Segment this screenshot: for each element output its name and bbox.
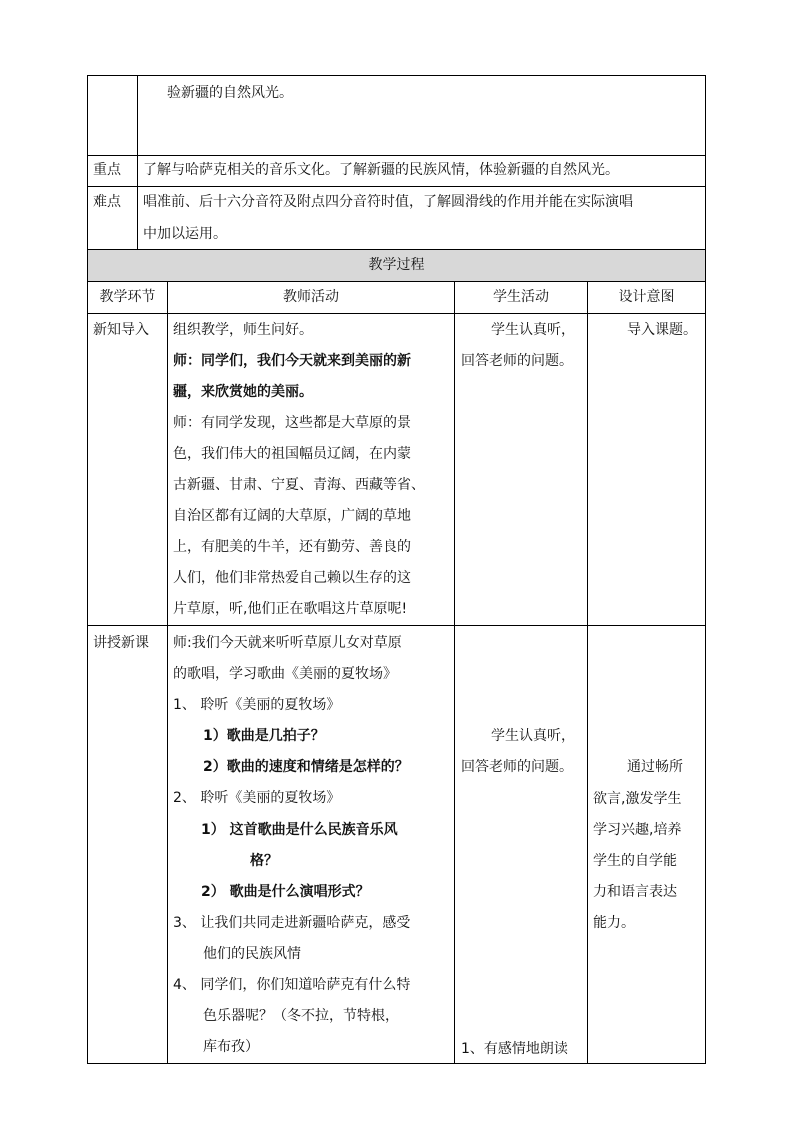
row-divider <box>87 313 706 314</box>
teacher-line: 1）歌曲是几拍子？ <box>203 728 325 744</box>
process-title: 教学过程 <box>368 257 425 273</box>
teacher-line: 片草原，听,他们正在歌唱这片草原呢! <box>173 601 408 617</box>
teacher-line: 1） 这首歌曲是什么民族音乐风 <box>201 822 398 838</box>
header-student: 学生活动 <box>493 289 549 305</box>
teacher-line: 的歌唱，学习歌曲《美丽的夏牧场》 <box>173 666 397 682</box>
teacher-line: 自治区都有辽阔的大草原，广阔的草地 <box>173 508 411 524</box>
design-line: 能力。 <box>593 915 635 931</box>
column-divider <box>587 281 588 1064</box>
header-teacher: 教师活动 <box>283 289 339 305</box>
header-design: 设计意图 <box>618 289 675 305</box>
design-line: 欲言,激发学生 <box>593 791 682 807</box>
teacher-line: 古新疆、甘肃、宁夏、青海、西藏等省、 <box>173 477 425 493</box>
student-line: 1、有感情地朗读 <box>461 1041 568 1057</box>
row-divider <box>87 281 706 282</box>
key-point-label: 重点 <box>93 162 121 178</box>
design-line: 学生的自学能 <box>593 853 677 869</box>
teacher-line: 库布孜） <box>203 1039 259 1055</box>
key-point-text: 了解与哈萨克相关的音乐文化。了解新疆的民族风情，体验新疆的自然风光。 <box>143 162 619 178</box>
teacher-line: 他们的民族风情 <box>203 946 301 962</box>
row-divider <box>87 249 706 250</box>
student-line: 回答老师的问题。 <box>461 759 573 775</box>
teacher-line: 师：同学们，我们今天就来到美丽的新 <box>173 353 411 369</box>
student-line: 学生认真听， <box>491 728 575 744</box>
teacher-line: 色，我们伟大的祖国幅员辽阔，在内蒙 <box>173 446 411 462</box>
column-divider <box>137 75 138 249</box>
column-divider <box>167 281 168 1064</box>
teacher-line: 3、 让我们共同走进新疆哈萨克，感受 <box>173 915 411 931</box>
student-line: 回答老师的问题。 <box>461 353 573 369</box>
design-line: 学习兴趣,培养 <box>593 822 682 838</box>
row-divider <box>87 186 706 187</box>
header-stage: 教学环节 <box>99 289 156 305</box>
teacher-line: 上，有肥美的牛羊，还有勤劳、善良的 <box>173 539 411 555</box>
student-line: 学生认真听， <box>491 322 575 338</box>
column-divider <box>454 281 455 1064</box>
teacher-line: 师:我们今天就来听听草原儿女对草原 <box>173 635 402 651</box>
design-line: 通过畅所 <box>627 759 683 775</box>
teacher-line: 组织教学，师生问好。 <box>173 322 313 338</box>
difficulty-text-line: 中加以运用。 <box>143 226 227 242</box>
teacher-line: 2）歌曲的速度和情绪是怎样的？ <box>203 759 409 775</box>
teacher-line: 人们，他们非常热爱自己赖以生存的这 <box>173 570 411 586</box>
objective-continued: 验新疆的自然风光。 <box>167 85 293 101</box>
teacher-line: 疆，来欣赏她的美丽。 <box>173 384 313 400</box>
row-divider <box>87 155 706 156</box>
teacher-line: 1、 聆听《美丽的夏牧场》 <box>173 697 341 713</box>
teacher-line: 格？ <box>250 853 278 869</box>
teacher-line: 色乐器呢？（冬不拉，节特根， <box>203 1008 399 1024</box>
difficulty-label: 难点 <box>93 194 121 210</box>
stage-intro: 新知导入 <box>93 322 149 338</box>
teacher-line: 2） 歌曲是什么演唱形式？ <box>201 884 370 900</box>
design-intro: 导入课题。 <box>627 322 697 338</box>
teacher-line: 2、 聆听《美丽的夏牧场》 <box>173 790 341 806</box>
difficulty-text-line: 唱准前、后十六分音符及附点四分音符时值，了解圆滑线的作用并能在实际演唱 <box>143 194 633 210</box>
teacher-line: 4、 同学们，你们知道哈萨克有什么特 <box>173 977 411 993</box>
design-line: 力和语言表达 <box>593 884 677 900</box>
stage-new: 讲授新课 <box>93 635 149 651</box>
row-divider <box>87 625 706 626</box>
teacher-line: 师：有同学发现，这些都是大草原的景 <box>173 415 411 431</box>
